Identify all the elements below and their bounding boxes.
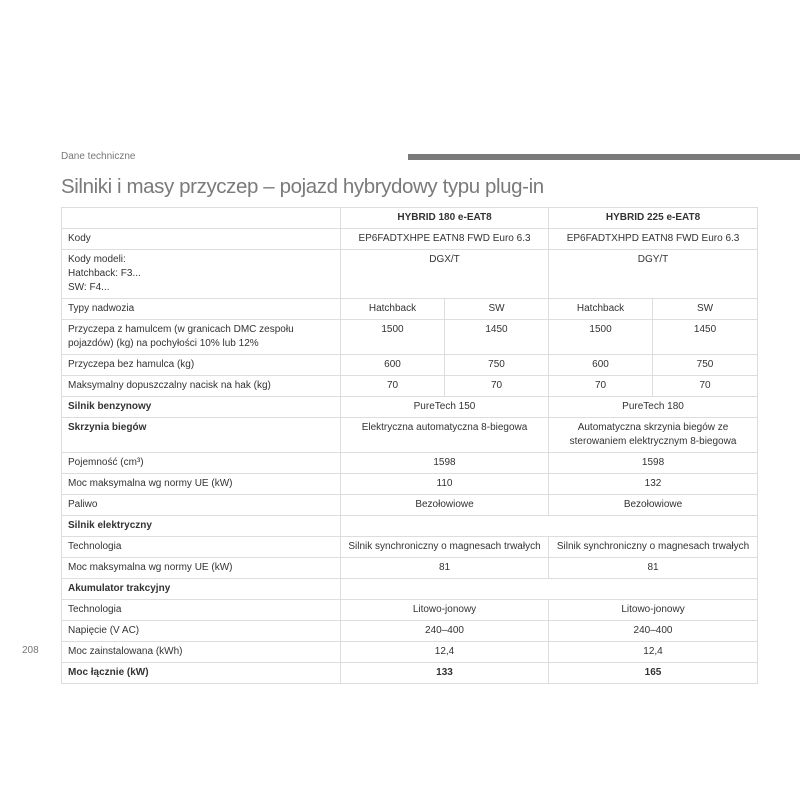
- table-row: [62, 516, 758, 537]
- table-row: [62, 579, 758, 600]
- row-value: Litowo-jonowy: [549, 600, 758, 621]
- table-row: [62, 663, 758, 684]
- row-value: 165: [549, 663, 758, 684]
- row-label: Silnik elektryczny: [62, 516, 341, 537]
- row-value: 133: [341, 663, 549, 684]
- row-value: PureTech 150: [341, 397, 549, 418]
- row-label: Moc maksymalna wg normy UE (kW): [62, 474, 341, 495]
- row-value: 1500: [549, 320, 653, 355]
- table-row: [62, 397, 758, 418]
- row-value: 1450: [653, 320, 758, 355]
- row-value: 240–400: [549, 621, 758, 642]
- row-label: Moc zainstalowana (kWh): [62, 642, 341, 663]
- table-row: [62, 600, 758, 621]
- row-value: Silnik synchroniczny o magnesach trwałych: [341, 537, 549, 558]
- row-value: Hatchback: [549, 299, 653, 320]
- section-label: Dane techniczne: [61, 151, 136, 162]
- row-value: PureTech 180: [549, 397, 758, 418]
- row-value: EP6FADTXHPD EATN8 FWD Euro 6.3: [549, 229, 758, 250]
- table-row: [62, 229, 758, 250]
- row-value: 1598: [549, 453, 758, 474]
- row-value: Automatyczna skrzynia biegów ze sterowaniem elektrycznym 8-biegowa: [549, 418, 758, 453]
- row-value: EP6FADTXHPE EATN8 FWD Euro 6.3: [341, 229, 549, 250]
- row-label: Technologia: [62, 600, 341, 621]
- table-row: [62, 474, 758, 495]
- table-row: [62, 320, 758, 355]
- table-row: [62, 642, 758, 663]
- table-row: [62, 621, 758, 642]
- row-label: Maksymalny dopuszczalny nacisk na hak (kg): [62, 376, 341, 397]
- page-number: 208: [22, 645, 39, 656]
- row-label: Moc łącznie (kW): [62, 663, 341, 684]
- row-value: SW: [445, 299, 549, 320]
- table-row: [62, 250, 758, 299]
- row-value: Silnik synchroniczny o magnesach trwałych: [549, 537, 758, 558]
- row-label: Pojemność (cm³): [62, 453, 341, 474]
- row-value: 132: [549, 474, 758, 495]
- header-hybrid-180: HYBRID 180 e-EAT8: [341, 208, 549, 229]
- table-row: [62, 453, 758, 474]
- row-label: Technologia: [62, 537, 341, 558]
- row-value: 70: [653, 376, 758, 397]
- specs-table: [61, 207, 758, 684]
- row-value: [341, 579, 758, 600]
- row-value: 81: [341, 558, 549, 579]
- row-value: 70: [445, 376, 549, 397]
- table-row: [62, 418, 758, 453]
- row-label: Przyczepa z hamulcem (w granicach DMC zespołu pojazdów) (kg) na pochyłości 10% lub 12%: [62, 320, 341, 355]
- row-value: Litowo-jonowy: [341, 600, 549, 621]
- row-value: 600: [341, 355, 445, 376]
- table-row: [62, 355, 758, 376]
- row-label: Akumulator trakcyjny: [62, 579, 341, 600]
- row-value: Bezołowiowe: [549, 495, 758, 516]
- header-bar: [408, 154, 800, 160]
- row-value: [341, 516, 758, 537]
- row-value: SW: [653, 299, 758, 320]
- row-value: 1598: [341, 453, 549, 474]
- row-value: 1450: [445, 320, 549, 355]
- table-header-row: [62, 208, 758, 229]
- row-label: Typy nadwozia: [62, 299, 341, 320]
- row-label: Kody modeli: Hatchback: F3... SW: F4...: [62, 250, 341, 299]
- row-value: 240–400: [341, 621, 549, 642]
- row-value: DGY/T: [549, 250, 758, 299]
- row-value: 110: [341, 474, 549, 495]
- header-hybrid-225: HYBRID 225 e-EAT8: [549, 208, 758, 229]
- row-value: Hatchback: [341, 299, 445, 320]
- row-label: Silnik benzynowy: [62, 397, 341, 418]
- row-value: 12,4: [341, 642, 549, 663]
- row-value: Elektryczna automatyczna 8-biegowa: [341, 418, 549, 453]
- page-title: Silniki i masy przyczep – pojazd hybrydowy typu plug-in: [61, 175, 544, 198]
- header-cell-empty: [62, 208, 341, 229]
- row-label: Napięcie (V AC): [62, 621, 341, 642]
- row-value: 750: [653, 355, 758, 376]
- row-value: Bezołowiowe: [341, 495, 549, 516]
- row-value: 12,4: [549, 642, 758, 663]
- row-value: 70: [549, 376, 653, 397]
- table-row: [62, 537, 758, 558]
- table-row: [62, 558, 758, 579]
- row-value: DGX/T: [341, 250, 549, 299]
- row-value: 1500: [341, 320, 445, 355]
- row-label: Przyczepa bez hamulca (kg): [62, 355, 341, 376]
- row-value: 750: [445, 355, 549, 376]
- row-label: Skrzynia biegów: [62, 418, 341, 453]
- table-row: [62, 376, 758, 397]
- row-label: Paliwo: [62, 495, 341, 516]
- row-label: Moc maksymalna wg normy UE (kW): [62, 558, 341, 579]
- row-label: Kody: [62, 229, 341, 250]
- row-value: 600: [549, 355, 653, 376]
- row-value: 81: [549, 558, 758, 579]
- row-value: 70: [341, 376, 445, 397]
- table-row: [62, 495, 758, 516]
- table-row: [62, 299, 758, 320]
